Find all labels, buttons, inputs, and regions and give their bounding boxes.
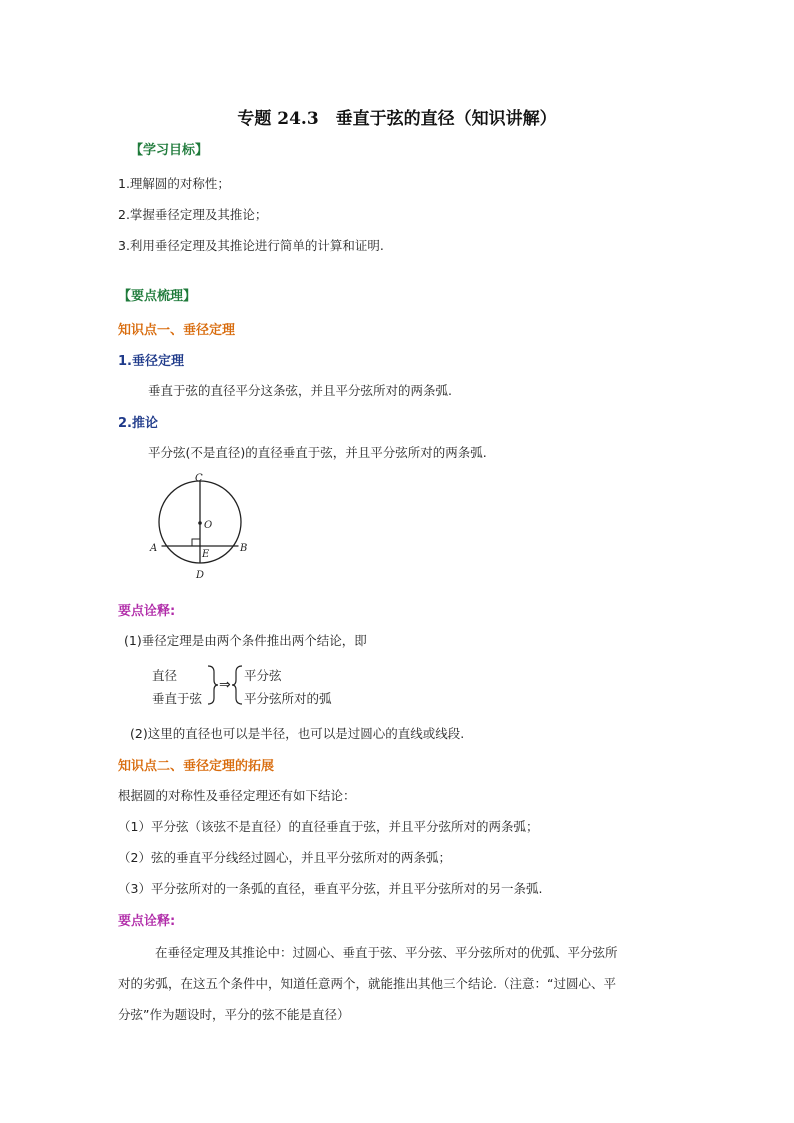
label-d: D — [196, 570, 205, 581]
kp2-intro: 根据圆的对称性及垂径定理还有如下结论： — [118, 788, 356, 803]
kp1-sub1-heading: 1.垂径定理 — [118, 354, 184, 369]
right-angle-mark — [192, 539, 200, 546]
conclusion-bisect-arcs: 平分弦所对的弧 — [244, 691, 332, 706]
label-c: C — [195, 473, 203, 484]
note1-item2: (2)这里的直径也可以是半径，也可以是过圆心的直线或线段. — [130, 726, 465, 741]
note2-heading: 要点诠释: — [118, 914, 176, 929]
right-brace-icon — [206, 664, 220, 706]
objectives-heading: 【学习目标】 — [130, 143, 209, 158]
note2-line: 在垂径定理及其推论中：过圆心、垂直于弦、平分弦、平分弦所对的优弧、平分弦所 — [155, 945, 618, 960]
conclusion-bisect-chord: 平分弦 — [244, 668, 282, 683]
note2-line: 分弦”作为题设时，平分的弦不能是直径） — [118, 1007, 350, 1022]
kp1-sub1-text: 垂直于弦的直径平分这条弦，并且平分弦所对的两条弧. — [148, 383, 452, 398]
circle-diagram — [140, 468, 260, 586]
condition-perpendicular: 垂直于弦 — [152, 691, 203, 706]
kp2-heading: 知识点二、垂径定理的拓展 — [118, 759, 275, 774]
center-point — [198, 521, 202, 525]
note1-item1: (1)垂径定理是由两个条件推出两个结论，即 — [124, 633, 367, 648]
kp1-sub2-text: 平分弦(不是直径)的直径垂直于弦，并且平分弦所对的两条弧. — [148, 445, 487, 460]
objective-item: 3.利用垂径定理及其推论进行简单的计算和证明. — [118, 238, 384, 253]
kp2-item: （2）弦的垂直平分线经过圆心，并且平分弦所对的两条弧； — [118, 850, 451, 865]
kp1-heading: 知识点一、垂径定理 — [118, 323, 236, 338]
label-e: E — [202, 549, 210, 560]
kp2-item: （1）平分弦（该弦不是直径）的直径垂直于弦，并且平分弦所对的两条弧； — [118, 819, 539, 834]
objective-item: 2.掌握垂径定理及其推论； — [118, 207, 268, 222]
summary-heading: 【要点梳理】 — [118, 289, 197, 304]
label-o: O — [204, 520, 213, 531]
note1-heading: 要点诠释: — [118, 604, 176, 619]
document-title: 专题 24.3 垂直于弦的直径（知识讲解） — [237, 109, 557, 129]
implies-arrow-icon: ⇒ — [219, 677, 231, 693]
label-a: A — [150, 543, 158, 554]
label-b: B — [240, 543, 248, 554]
condition-diameter: 直径 — [152, 668, 178, 683]
left-brace-icon — [232, 664, 244, 706]
kp2-item: （3）平分弦所对的一条弧的直径，垂直平分弦，并且平分弦所对的另一条弧. — [118, 881, 543, 896]
kp1-sub2-heading: 2.推论 — [118, 416, 158, 431]
note2-line: 对的劣弧，在这五个条件中，知道任意两个，就能推出其他三个结论.（注意：“过圆心、平 — [118, 976, 616, 991]
objective-item: 1.理解圆的对称性； — [118, 176, 230, 191]
